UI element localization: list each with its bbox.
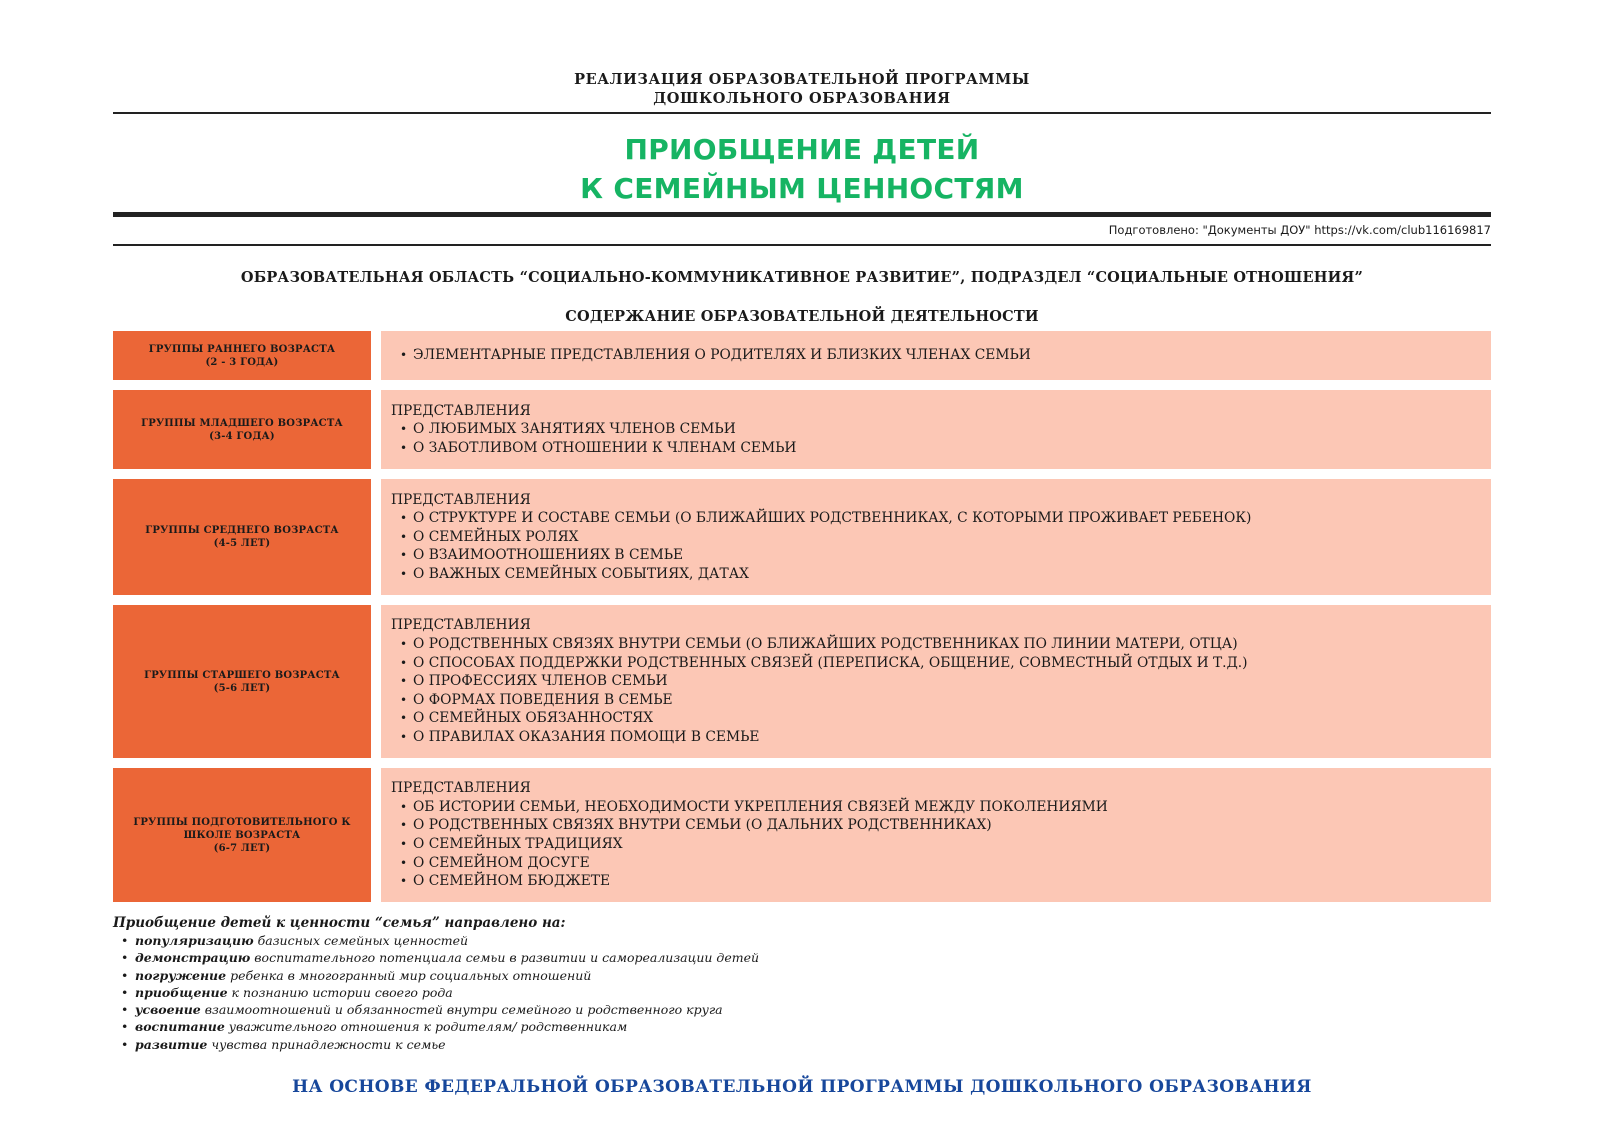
list-item: • О СЕМЕЙНОМ БЮДЖЕТЕ bbox=[391, 872, 1481, 891]
list-item bbox=[113, 949, 1491, 966]
group-age: (3-4 ГОДА) bbox=[209, 430, 275, 442]
aim-keyword: демонстрацию bbox=[135, 950, 251, 966]
content-list bbox=[391, 346, 1481, 365]
group-age: (5-6 ЛЕТ) bbox=[213, 682, 271, 694]
aim-keyword: погружение bbox=[135, 967, 227, 983]
document-page bbox=[113, 0, 1491, 1097]
aim-keyword: развитие bbox=[135, 1036, 208, 1052]
list-item bbox=[113, 967, 1491, 984]
table-row bbox=[113, 331, 1491, 380]
group-name: ГРУППЫ МЛАДШЕГО ВОЗРАСТА bbox=[141, 417, 343, 429]
aim-text: базисных семейных ценностей bbox=[253, 933, 469, 948]
page-title-line1: ПРИОБЩЕНИЕ ДЕТЕЙ bbox=[624, 133, 980, 166]
group-age: (6-7 ЛЕТ) bbox=[213, 842, 271, 854]
divider bbox=[113, 112, 1491, 114]
list-item: • О ВАЖНЫХ СЕМЕЙНЫХ СОБЫТИЯХ, ДАТАХ bbox=[391, 565, 1481, 584]
group-label bbox=[113, 479, 371, 595]
group-label bbox=[113, 390, 371, 469]
content-list bbox=[391, 798, 1481, 891]
list-item: • О РОДСТВЕННЫХ СВЯЗЯХ ВНУТРИ СЕМЬИ (О БЛИЖАЙШИХ РОДСТВЕННИКАХ ПО ЛИНИИ МАТЕРИ, ОТЦА) bbox=[391, 635, 1481, 654]
group-age: (4-5 ЛЕТ) bbox=[213, 538, 271, 549]
group-name: ГРУППЫ ПОДГОТОВИТЕЛЬНОГО К ШКОЛЕ ВОЗРАСТА bbox=[133, 816, 351, 841]
program-header-line1: РЕАЛИЗАЦИЯ ОБРАЗОВАТЕЛЬНОЙ ПРОГРАММЫ bbox=[574, 71, 1030, 88]
aim-keyword: приобщение bbox=[135, 984, 228, 1000]
list-item: • О РОДСТВЕННЫХ СВЯЗЯХ ВНУТРИ СЕМЬИ (О ДАЛЬНИХ РОДСТВЕННИКАХ) bbox=[391, 816, 1481, 835]
program-header-line2: ДОШКОЛЬНОГО ОБРАЗОВАНИЯ bbox=[653, 90, 951, 107]
content-list bbox=[391, 509, 1481, 583]
program-header bbox=[113, 70, 1491, 108]
content-intro: ПРЕДСТАВЛЕНИЯ bbox=[391, 402, 531, 419]
table-row bbox=[113, 479, 1491, 595]
list-item: • ЭЛЕМЕНТАРНЫЕ ПРЕДСТАВЛЕНИЯ О РОДИТЕЛЯХ И БЛИЗКИХ ЧЛЕНАХ СЕМЬИ bbox=[391, 346, 1481, 365]
aim-keyword: воспитание bbox=[135, 1019, 225, 1035]
list-item: • О ЗАБОТЛИВОМ ОТНОШЕНИИ К ЧЛЕНАМ СЕМЬИ bbox=[391, 439, 1481, 458]
list-item: • О СЕМЕЙНЫХ ТРАДИЦИЯХ bbox=[391, 835, 1481, 854]
page-title bbox=[113, 130, 1491, 208]
list-item: • О СТРУКТУРЕ И СОСТАВЕ СЕМЬИ (О БЛИЖАЙШИХ РОДСТВЕННИКАХ, С КОТОРЫМИ ПРОЖИВАЕТ РЕБЕНОК) bbox=[391, 509, 1481, 528]
list-item bbox=[113, 1001, 1491, 1018]
aim-keyword: популяризацию bbox=[135, 933, 254, 948]
group-label bbox=[113, 331, 371, 380]
list-item: • О ФОРМАХ ПОВЕДЕНИЯ В СЕМЬЕ bbox=[391, 691, 1481, 710]
list-item: • О ПРАВИЛАХ ОКАЗАНИЯ ПОМОЩИ В СЕМЬЕ bbox=[391, 728, 1481, 747]
list-item: • ОБ ИСТОРИИ СЕМЬИ, НЕОБХОДИМОСТИ УКРЕПЛЕНИЯ СВЯЗЕЙ МЕЖДУ ПОКОЛЕНИЯМИ bbox=[391, 798, 1481, 817]
group-label bbox=[113, 768, 371, 902]
aim-text: воспитательного потенциала семьи в развитии и самореализации детей bbox=[250, 950, 760, 966]
group-name: ГРУППЫ РАННЕГО ВОЗРАСТА bbox=[148, 343, 336, 355]
divider bbox=[113, 244, 1491, 246]
credit-line: Подготовлено: "Документы ДОУ" https://vk.com/club116169817 bbox=[1108, 223, 1491, 237]
group-age: (2 - 3 ГОДА) bbox=[205, 356, 279, 368]
divider-thick bbox=[113, 212, 1491, 217]
content-section-title: СОДЕРЖАНИЕ ОБРАЗОВАТЕЛЬНОЙ ДЕЯТЕЛЬНОСТИ bbox=[565, 308, 1039, 325]
page-title-line2: К СЕМЕЙНЫМ ЦЕННОСТЯМ bbox=[580, 172, 1024, 205]
list-item: • О ЛЮБИМЫХ ЗАНЯТИЯХ ЧЛЕНОВ СЕМЬИ bbox=[391, 420, 1481, 439]
group-content bbox=[381, 331, 1491, 380]
age-groups-table bbox=[113, 331, 1491, 902]
table-row bbox=[113, 390, 1491, 469]
content-list bbox=[391, 635, 1481, 747]
list-item: • О СЕМЕЙНЫХ РОЛЯХ bbox=[391, 528, 1481, 547]
list-item: • О СЕМЕЙНЫХ ОБЯЗАННОСТЯХ bbox=[391, 709, 1481, 728]
content-intro: ПРЕДСТАВЛЕНИЯ bbox=[391, 491, 531, 508]
aims-list bbox=[113, 932, 1491, 1053]
list-item: • О ПРОФЕССИЯХ ЧЛЕНОВ СЕМЬИ bbox=[391, 672, 1481, 691]
aim-text: взаимоотношений и обязанностей внутри семейного и родственного круга bbox=[200, 1002, 723, 1018]
content-intro: ПРЕДСТАВЛЕНИЯ bbox=[391, 617, 531, 634]
group-content bbox=[381, 390, 1491, 469]
list-item bbox=[113, 932, 1491, 949]
group-label bbox=[113, 605, 371, 758]
group-name: ГРУППЫ СТАРШЕГО ВОЗРАСТА bbox=[144, 669, 340, 681]
group-content bbox=[381, 768, 1491, 902]
aim-text: уважительного отношения к родителям/ родственникам bbox=[224, 1019, 628, 1035]
list-item bbox=[113, 1036, 1491, 1053]
table-row bbox=[113, 768, 1491, 902]
educational-area-title: ОБРАЗОВАТЕЛЬНАЯ ОБЛАСТЬ “СОЦИАЛЬНО-КОММУНИКАТИВНОЕ РАЗВИТИЕ”, ПОДРАЗДЕЛ “СОЦИАЛЬНЫЕ ОТНОШЕНИЯ” bbox=[240, 269, 1364, 286]
list-item: • О ВЗАИМООТНОШЕНИЯХ В СЕМЬЕ bbox=[391, 546, 1481, 565]
aim-text: чувства принадлежности к семье bbox=[207, 1036, 446, 1052]
aim-keyword: усвоение bbox=[135, 1002, 201, 1018]
aims-heading: Приобщение детей к ценности “семья” направлено на: bbox=[113, 915, 566, 931]
group-content bbox=[381, 479, 1491, 595]
footer-note: НА ОСНОВЕ ФЕДЕРАЛЬНОЙ ОБРАЗОВАТЕЛЬНОЙ ПРОГРАММЫ ДОШКОЛЬНОГО ОБРАЗОВАНИЯ bbox=[292, 1077, 1312, 1098]
content-list bbox=[391, 420, 1481, 457]
list-item: • О СПОСОБАХ ПОДДЕРЖКИ РОДСТВЕННЫХ СВЯЗЕЙ (ПЕРЕПИСКА, ОБЩЕНИЕ, СОВМЕСТНЫЙ ОТДЫХ И Т.Д.) bbox=[391, 654, 1481, 673]
list-item: • О СЕМЕЙНОМ ДОСУГЕ bbox=[391, 854, 1481, 873]
list-item bbox=[113, 984, 1491, 1001]
aim-text: ребенка в многогранный мир социальных отношений bbox=[226, 967, 592, 983]
list-item bbox=[113, 1018, 1491, 1035]
group-content bbox=[381, 605, 1491, 758]
aim-text: к познанию истории своего рода bbox=[227, 984, 453, 1000]
group-name: ГРУППЫ СРЕДНЕГО ВОЗРАСТА bbox=[145, 525, 339, 536]
content-intro: ПРЕДСТАВЛЕНИЯ bbox=[391, 780, 531, 797]
table-row bbox=[113, 605, 1491, 758]
